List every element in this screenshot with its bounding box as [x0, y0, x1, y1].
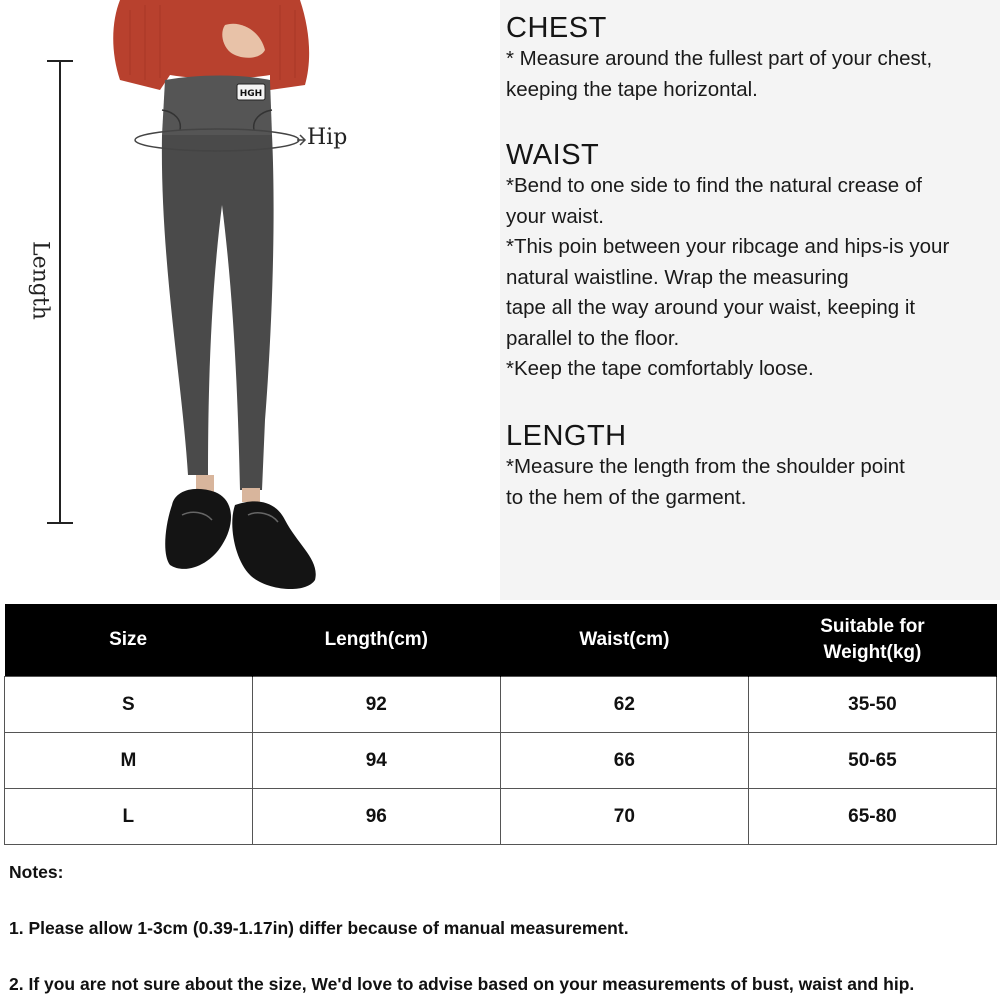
cell-size: S	[5, 677, 253, 733]
chest-line: * Measure around the fullest part of your chest,	[506, 47, 933, 70]
length-line: *Measure the length from the shoulder point	[506, 455, 905, 478]
length-line: to the hem of the garment.	[506, 485, 747, 509]
waist-line: parallel to the floor.	[506, 326, 680, 350]
cell-waist: 62	[500, 677, 748, 733]
size-chart-table	[4, 604, 997, 845]
header-waist: Waist(cm)	[500, 604, 748, 677]
note-item: 1. Please allow 1-3cm (0.39-1.17in) differ because of manual measurement.	[9, 918, 629, 938]
cell-length: 92	[252, 677, 500, 733]
cell-length: 94	[252, 733, 500, 789]
chest-section	[506, 12, 932, 105]
svg-text:HGH: HGH	[239, 89, 263, 99]
cell-weight: 35-50	[748, 677, 996, 733]
length-label: Length	[27, 240, 53, 320]
right-shoe	[232, 501, 315, 589]
chest-heading: CHEST	[506, 12, 607, 44]
notes-title: Notes:	[9, 862, 64, 882]
note-item: 2. If you are not sure about the size, We'd love to advise based on your measurements of bust, waist and hip.	[9, 974, 915, 994]
cell-weight: 50-65	[748, 733, 996, 789]
cell-length: 96	[252, 789, 500, 845]
cell-size: L	[5, 789, 253, 845]
cell-weight: 65-80	[748, 789, 996, 845]
length-section	[506, 420, 905, 513]
header-weight	[748, 604, 996, 677]
waist-line: your waist.	[506, 204, 604, 228]
model-illustration	[100, 0, 360, 600]
length-measure-cap-top	[47, 60, 73, 62]
waist-heading: WAIST	[506, 139, 600, 171]
measurement-instructions	[500, 0, 1000, 600]
waist-line: tape all the way around your waist, keeping it	[506, 296, 916, 319]
waist-line: *Keep the tape comfortably loose.	[506, 357, 814, 380]
table-row	[5, 789, 997, 845]
table-header-row	[5, 604, 997, 677]
length-heading: LENGTH	[506, 420, 627, 452]
header-weight-line2: Weight(kg)	[823, 642, 922, 663]
cell-waist: 70	[500, 789, 748, 845]
leggings	[162, 135, 274, 490]
header-size: Size	[5, 604, 253, 677]
hip-label: Hip	[307, 125, 348, 150]
cell-size: M	[5, 733, 253, 789]
waist-line: *Bend to one side to find the natural crease of	[506, 174, 922, 197]
product-figure	[0, 0, 500, 600]
table-row	[5, 677, 997, 733]
length-measure-cap-bottom	[47, 522, 73, 524]
cell-waist: 66	[500, 733, 748, 789]
header-weight-line1: Suitable for	[820, 616, 925, 637]
waist-section	[506, 139, 949, 385]
header-length: Length(cm)	[252, 604, 500, 677]
left-shoe	[165, 489, 231, 569]
waist-line: natural waistline. Wrap the measuring	[506, 265, 849, 289]
table-row	[5, 733, 997, 789]
chest-line: keeping the tape horizontal.	[506, 77, 758, 101]
waist-line: *This poin between your ribcage and hips-is your	[506, 235, 950, 258]
